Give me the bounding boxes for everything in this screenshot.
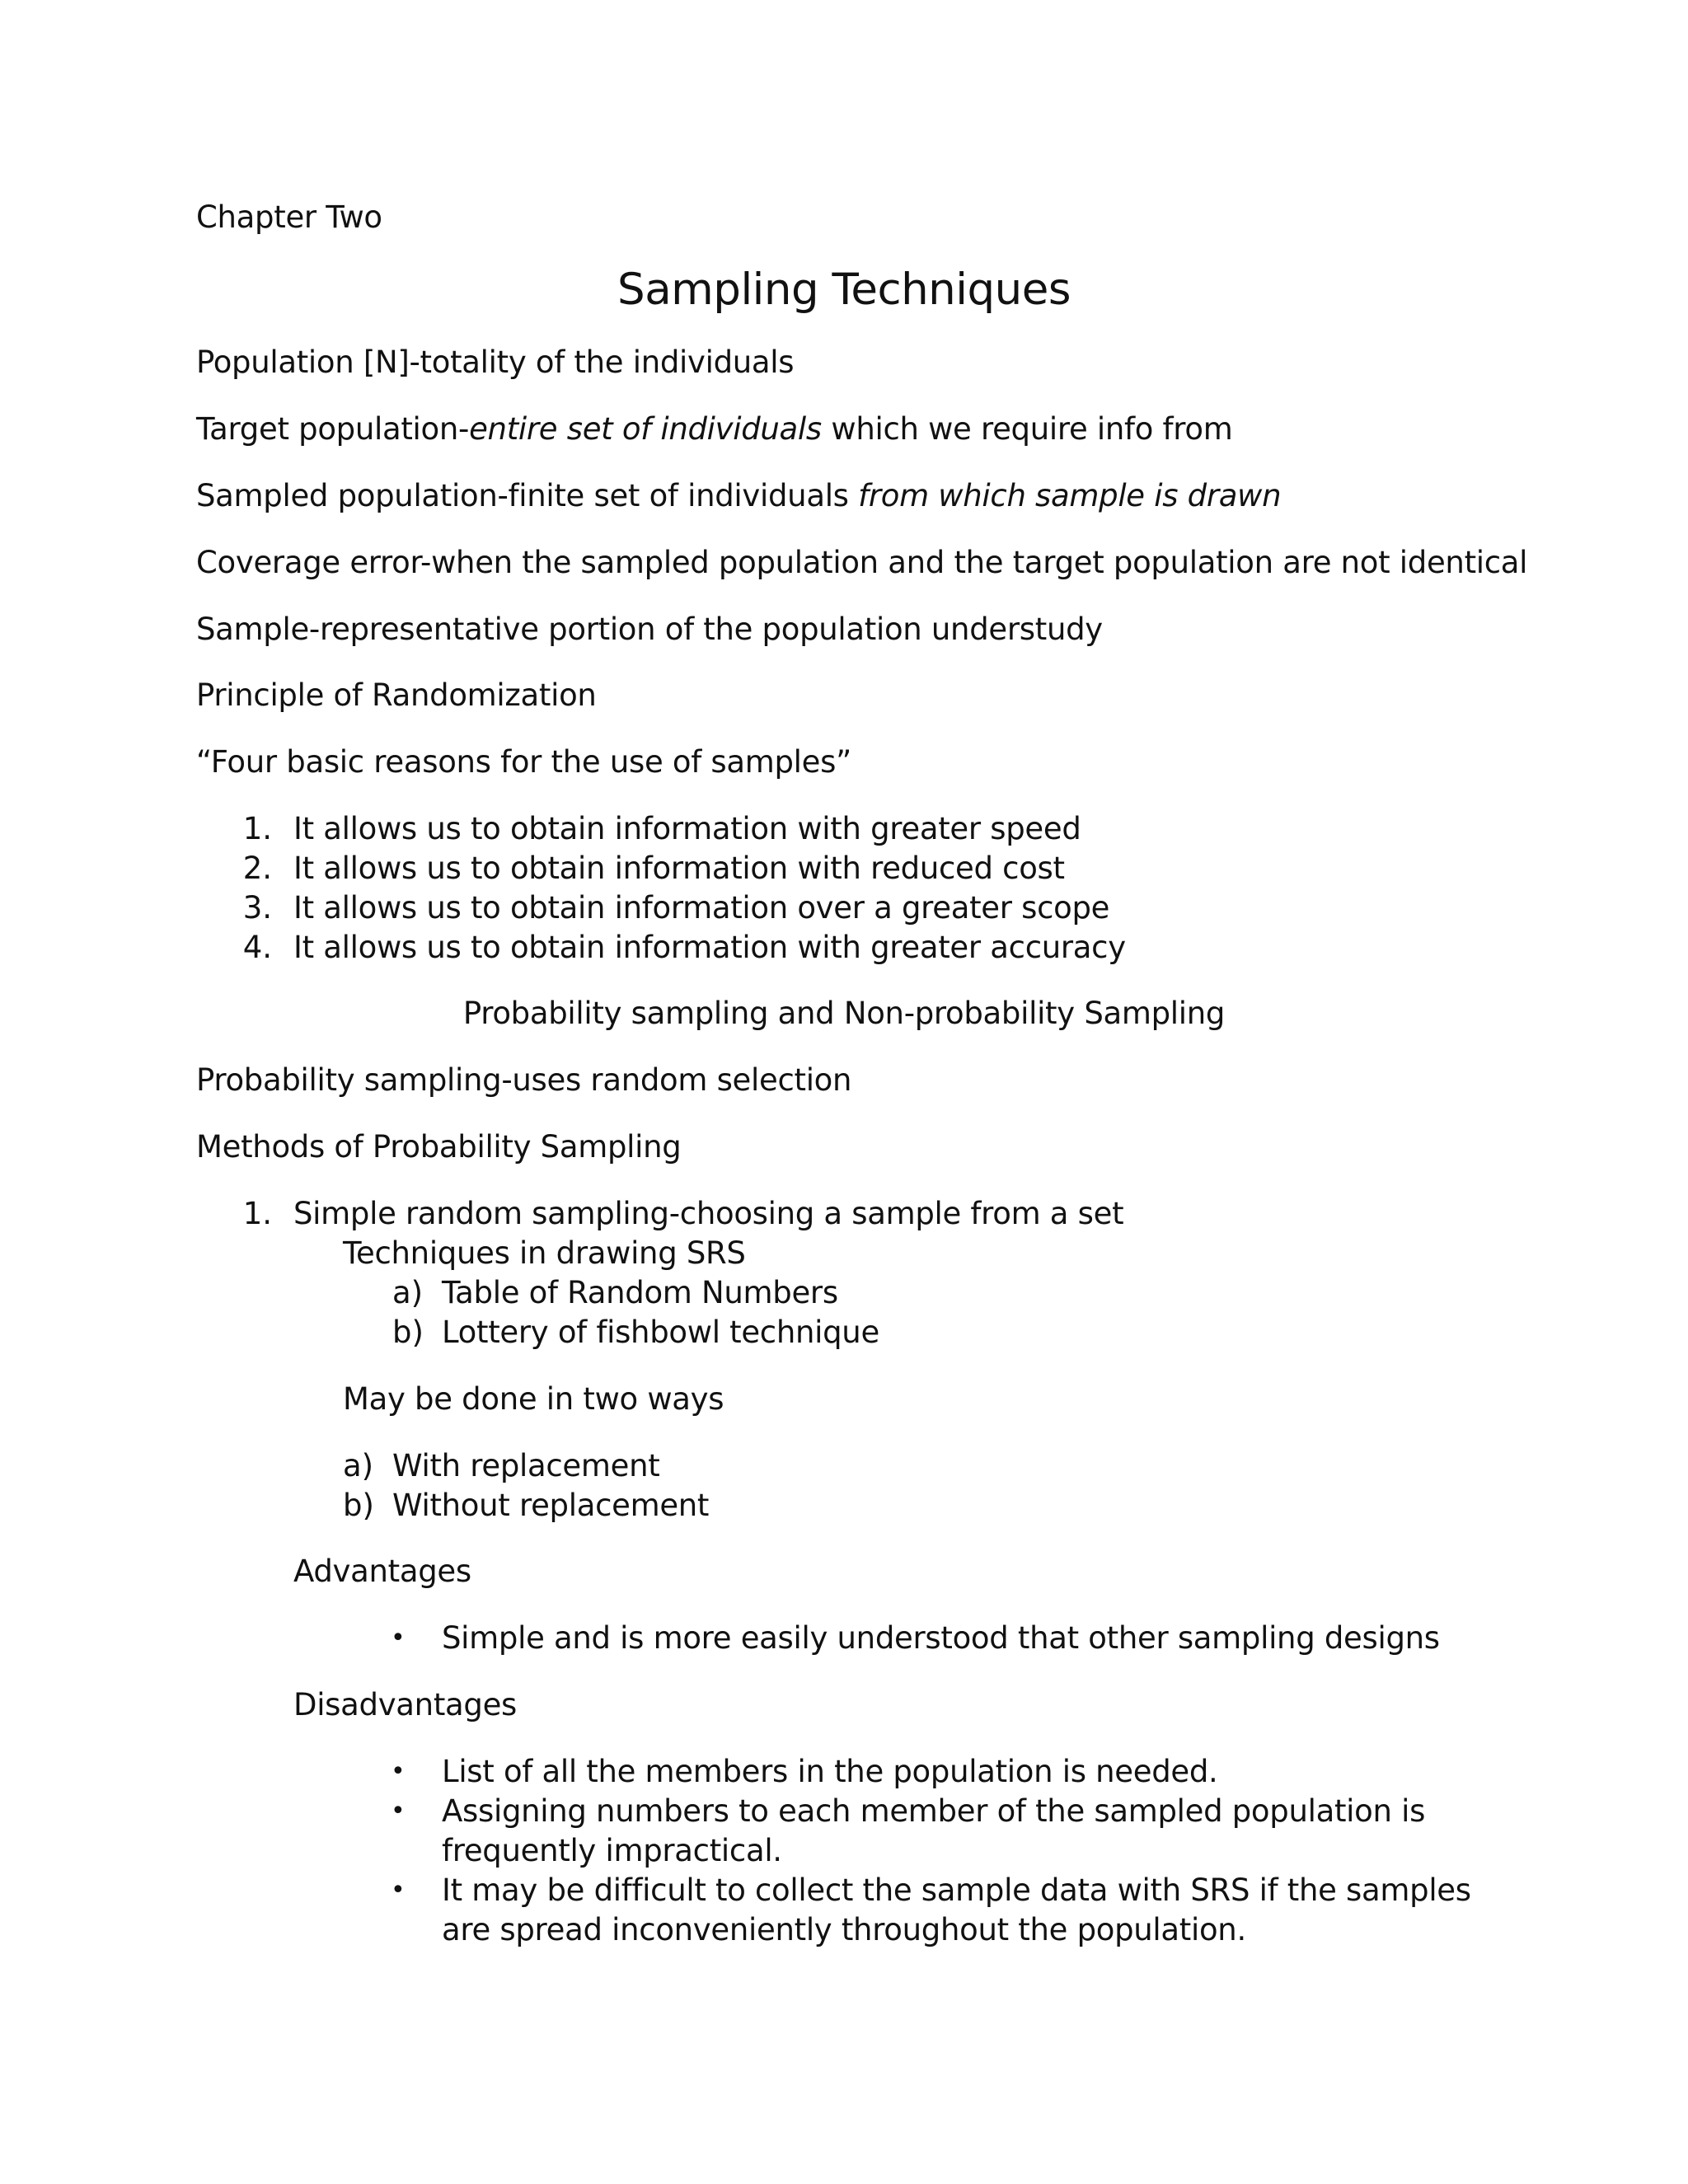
reason-marker: 3. [242, 890, 272, 926]
reason-marker: 2. [242, 851, 272, 886]
advantages-heading: Advantages [293, 1554, 471, 1589]
technique-item: Lottery of fishbowl technique [442, 1315, 879, 1350]
bullet-dot: • [391, 1624, 406, 1652]
reason-marker: 4. [242, 930, 272, 965]
target-suffix: which we require info from [821, 411, 1233, 447]
disadvantage-item: It may be difficult to collect the sample data with SRS if the samples [442, 1872, 1471, 1908]
reason-item: It allows us to obtain information with greater accuracy [293, 930, 1126, 965]
method-simple-random-sampling: Simple random sampling-choosing a sample from a set [293, 1196, 1124, 1231]
probability-sampling-definition: Probability sampling-uses random selection [196, 1062, 852, 1098]
definition-sample: Sample-representative portion of the population understudy [196, 612, 1103, 647]
principle-heading: Principle of Randomization [196, 677, 597, 713]
disadvantages-heading: Disadvantages [293, 1687, 518, 1722]
way-item: With replacement [392, 1448, 660, 1483]
page-title: Sampling Techniques [617, 265, 1071, 315]
way-item: Without replacement [392, 1488, 710, 1523]
section-heading: Probability sampling and Non-probability Sampling [462, 996, 1226, 1031]
technique-marker: b) [392, 1315, 424, 1350]
reason-marker: 1. [242, 811, 272, 846]
sampled-italic: from which sample is drawn [858, 478, 1282, 513]
ways-heading: May be done in two ways [343, 1381, 724, 1417]
technique-marker: a) [392, 1275, 424, 1310]
bullet-dot: • [391, 1876, 406, 1905]
disadvantage-item: Assigning numbers to each member of the sampled population is [442, 1793, 1426, 1829]
way-marker: a) [343, 1448, 374, 1483]
definition-sampled-population [196, 476, 1281, 516]
definition-coverage-error: Coverage error-when the sampled population and the target population are not identical [196, 545, 1528, 580]
disadvantage-item-continued: frequently impractical. [442, 1833, 782, 1868]
disadvantage-item: List of all the members in the population is needed. [442, 1754, 1218, 1789]
definition-population: Population [N]-totality of the individuals [196, 344, 795, 380]
sampled-prefix: Sampled population-finite set of individuals [196, 478, 859, 513]
target-prefix: Target population- [196, 411, 470, 447]
definition-target-population [196, 410, 1232, 449]
bullet-dot: • [391, 1757, 406, 1786]
method-marker: 1. [242, 1196, 272, 1231]
technique-item: Table of Random Numbers [442, 1275, 838, 1310]
disadvantage-item-continued: are spread inconveniently throughout the population. [442, 1912, 1246, 1947]
advantage-item: Simple and is more easily understood that other sampling designs [442, 1620, 1440, 1656]
reason-item: It allows us to obtain information over a greater scope [293, 890, 1110, 926]
methods-heading: Methods of Probability Sampling [196, 1129, 682, 1165]
reason-item: It allows us to obtain information with reduced cost [293, 851, 1065, 886]
bullet-dot: • [391, 1797, 406, 1825]
chapter-label: Chapter Two [196, 199, 382, 235]
techniques-heading: Techniques in drawing SRS [343, 1235, 746, 1271]
way-marker: b) [343, 1488, 374, 1523]
reasons-heading: “Four basic reasons for the use of samples” [196, 744, 851, 780]
reason-item: It allows us to obtain information with greater speed [293, 811, 1081, 846]
target-italic: entire set of individuals [469, 411, 822, 447]
